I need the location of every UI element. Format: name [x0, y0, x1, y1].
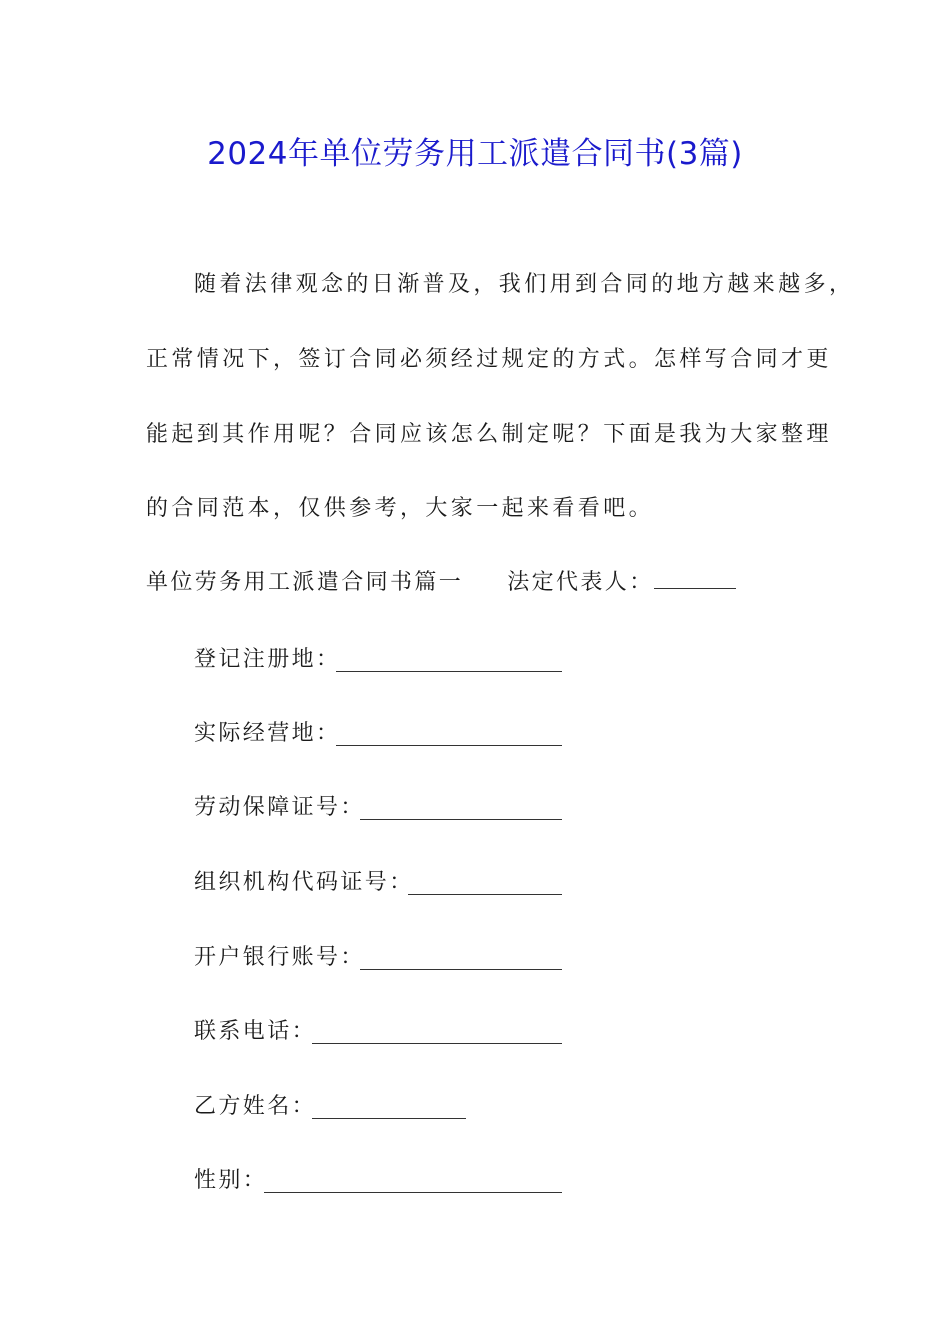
form-field-registered-address	[194, 645, 340, 675]
intro-paragraph-line: 正常情况下，签订合同必须经过规定的方式。怎样写合同才更	[146, 347, 832, 372]
form-field-gender	[194, 1166, 267, 1196]
field-label: 组织机构代码证号：	[194, 870, 414, 895]
field-label: 劳动保障证号：	[194, 795, 365, 820]
field-label: 乙方姓名：	[194, 1094, 317, 1119]
field-blank-line	[408, 894, 562, 895]
field-blank-line	[336, 745, 562, 746]
field-blank-line	[360, 819, 562, 820]
field-label: 联系电话：	[194, 1019, 317, 1044]
field-blank-line	[312, 1043, 562, 1044]
document-title: 2024年单位劳务用工派遣合同书(3篇)	[207, 136, 743, 172]
form-field-business-address	[194, 719, 340, 749]
legal-rep-label: 法定代表人：	[507, 570, 654, 595]
intro-paragraph-line: 的合同范本，仅供参考，大家一起来看看吧。	[146, 496, 655, 521]
form-field-bank-account	[194, 943, 365, 973]
field-label: 登记注册地：	[194, 647, 341, 672]
field-label: 开户银行账号：	[194, 945, 365, 970]
field-blank-line	[360, 969, 562, 970]
field-blank-line	[336, 671, 562, 672]
section-heading: 单位劳务用工派遣合同书篇一	[146, 570, 464, 595]
form-field-labor-certificate	[194, 793, 365, 823]
form-field-org-code	[194, 868, 414, 898]
legal-rep-blank	[654, 568, 736, 589]
field-blank-line	[264, 1192, 562, 1193]
form-field-phone	[194, 1017, 316, 1047]
form-field-party-b-name	[194, 1092, 316, 1122]
intro-paragraph-line: 随着法律观念的日渐普及，我们用到合同的地方越来越多，	[194, 272, 855, 297]
field-label: 实际经营地：	[194, 721, 341, 746]
field-label: 性别：	[194, 1168, 268, 1193]
intro-paragraph-line: 能起到其作用呢？合同应该怎么制定呢？下面是我为大家整理	[146, 422, 832, 447]
field-blank-line	[312, 1118, 466, 1119]
section-heading-row	[146, 568, 736, 598]
